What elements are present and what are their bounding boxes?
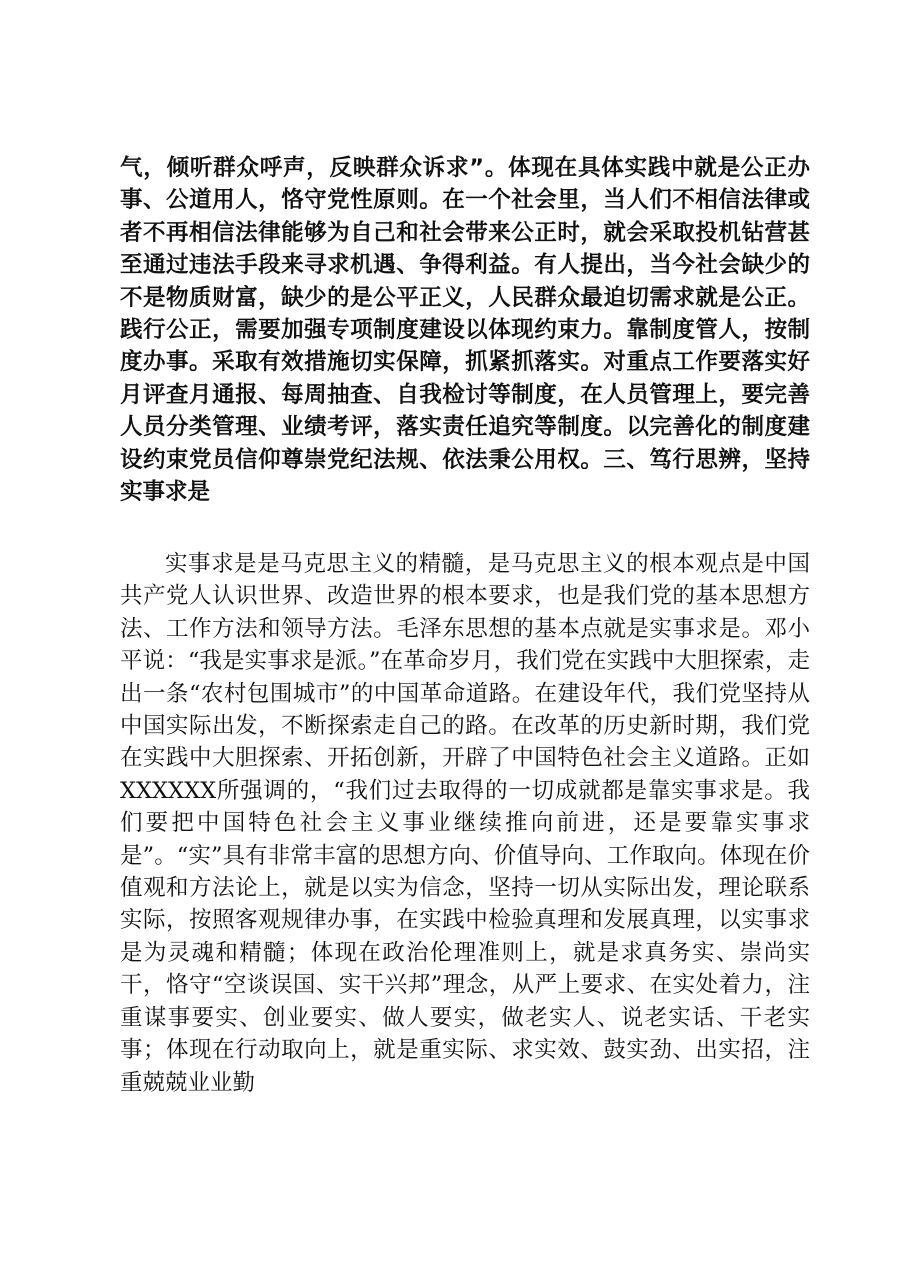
paragraph-fairness-and-heading: 气，倾听群众呼声，反映群众诉求”。体现在具体实践中就是公正办事、公道用人，恪守党性原则。在一个社会里，当人们不相信法律或者不再相信法律能够为自己和社会带来公正时，就会采取投机钻营甚至通过违法手段来寻求机遇、争得利益。有人提出，当今社会缺少的不是物质财富，缺少的是公平正义，人民群众最迫切需求就是公正。践行公正，需要加强专项制度建设以体现约束力。靠制度管人，按制度办事。采取有效措施切实保障，抓紧抓落实。对重点工作要落实好月评查月通报、每周抽查、自我检讨等制度，在人员管理上，要完善人员分类管理、业绩考评，落实责任追究等制度。以完善化的制度建设约束党员信仰尊崇党纪法规、依法秉公用权。三、笃行思辨，坚持实事求是 — [120, 155, 810, 506]
paragraph-seeking-truth: 实事求是是马克思主义的精髓，是马克思主义的根本观点是中国共产党人认识世界、改造世界的根本要求，也是我们党的基本思想方法、工作方法和领导方法。毛泽东思想的基本点就是实事求是。邓小平说：“我是实事求是派。”在革命岁月，我们党在实践中大胆探索，走出一条“农村包围城市”的中国革命道路。在建设年代，我们党坚持从中国实际出发，不断探索走自己的路。在改革的历史新时期，我们党在实践中大胆探索、开拓创新，开辟了中国特色社会主义道路。正如XXXXXX所强调的，“我们过去取得的一切成就都是靠实事求是。我们要把中国特色社会主义事业继续推向前进，还是要靠实事求是”。“实”具有非常丰富的思想方向、价值导向、工作取向。体现在价值观和方法论上，就是以实为信念，坚持一切从实际出发，理论联系实际，按照客观规律办事，在实践中检验真理和发展真理，以实事求是为灵魂和精髓；体现在政治伦理准则上，就是求真务实、崇尚实干，恪守“空谈误国、实干兴邦”理念，从严上要求、在实处着力，注重谋事要实、创业要实、做人要实，做老实人、说老实话、干老实事；体现在行动取向上，就是重实际、求实效、鼓实劲、出实招，注重兢兢业业勤 — [120, 551, 810, 1096]
